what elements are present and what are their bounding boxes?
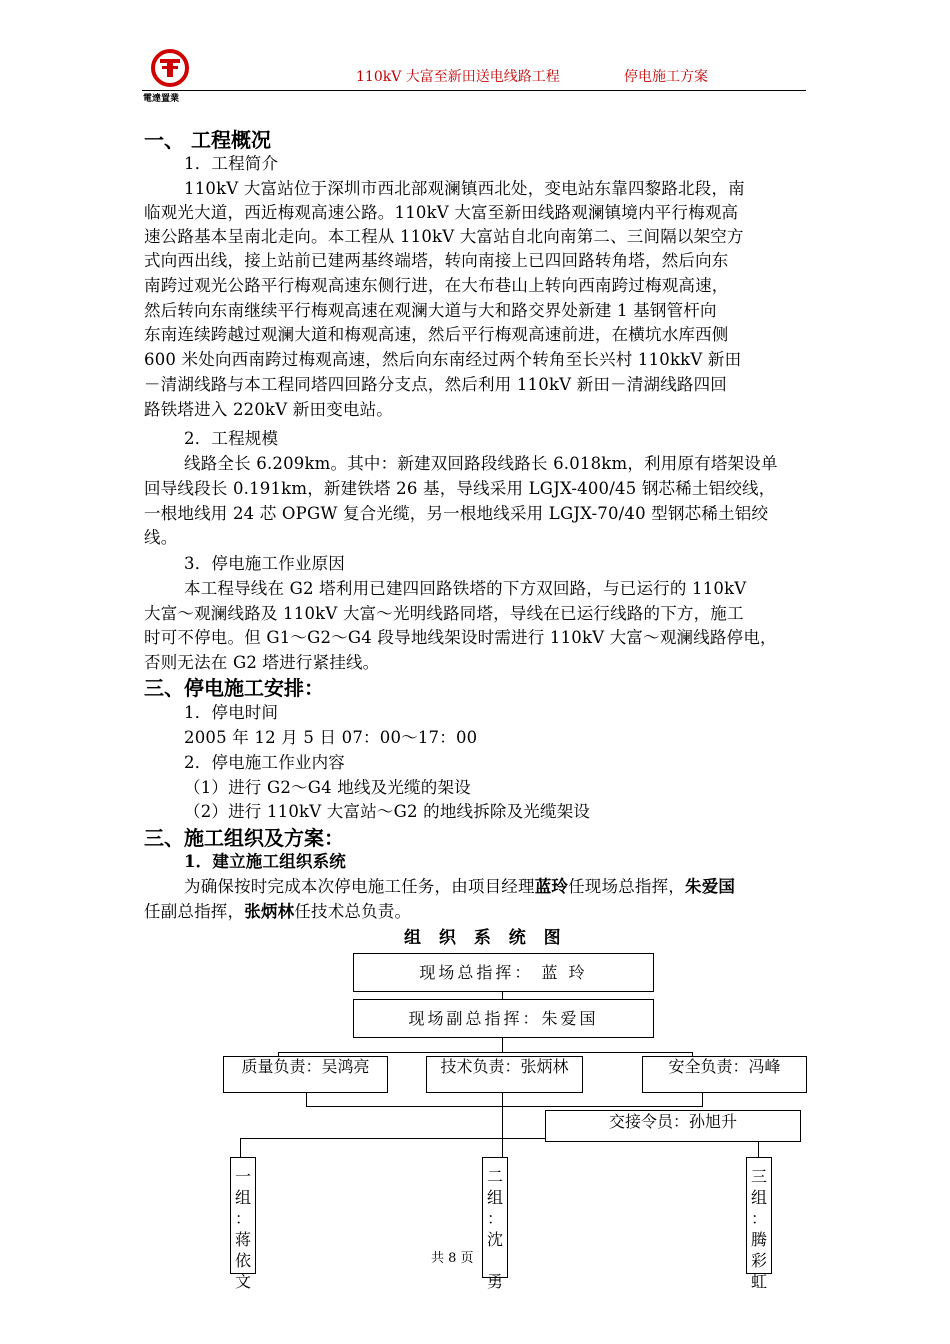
s3-line: 否则无法在 G2 塔进行紧挂线。 bbox=[144, 653, 380, 672]
connector-line bbox=[702, 1093, 703, 1107]
org-group3-box: 三 组 ： 腾 彩 虹 bbox=[746, 1157, 772, 1274]
connector-line bbox=[240, 1138, 241, 1157]
s2-subtitle: 2．工程规模 bbox=[184, 429, 279, 448]
outage-time-value: 2005 年 12 月 5 日 07：00～17：00 bbox=[184, 728, 478, 747]
s2-line: 线路全长 6.209km。其中：新建双回路段线路长 6.018km，利用原有塔架设单 bbox=[184, 454, 778, 473]
connector-line bbox=[502, 1038, 503, 1052]
s1-line: 速公路基本呈南北走向。本工程从 110kV 大富站自北向南第二、三间隔以架空方 bbox=[144, 227, 744, 246]
logo-caption: 電達置業 bbox=[143, 94, 180, 104]
s2-line: 回导线段长 0.191km，新建铁塔 26 基，导线采用 LGJX-400/45 钢芯稀土铝绞线， bbox=[144, 479, 776, 498]
org-chart-title: 组 织 系 统 图 bbox=[404, 928, 567, 948]
s1-line: 路铁塔进入 220kV 新田变电站。 bbox=[144, 400, 393, 419]
s3-subtitle: 3．停电施工作业原因 bbox=[184, 554, 345, 573]
org-handover-box: 交接令员：孙旭升 bbox=[545, 1110, 801, 1142]
org-tech-box: 技术负责：张炳林 bbox=[426, 1056, 583, 1093]
s1-line: －清湖线路与本工程同塔四回路分支点，然后利用 110kV 新田－清湖线路四回 bbox=[144, 375, 727, 394]
org-quality-box: 质量负责：吴鸿亮 bbox=[223, 1056, 388, 1093]
org-chief-box: 现场总指挥： 蓝 玲 bbox=[353, 953, 654, 992]
s1-subtitle: 1．工程简介 bbox=[184, 154, 279, 173]
org-group1-box: 一 组 ： 蒋 依 文 bbox=[230, 1157, 256, 1274]
header-doc-type: 停电施工方案 bbox=[624, 69, 708, 85]
connector-line bbox=[278, 1052, 692, 1053]
outage-content-item: （1）进行 G2～G4 地线及光缆的架设 bbox=[184, 778, 471, 797]
section-1-title: 一、 工程概况 bbox=[144, 128, 271, 152]
connector-line bbox=[502, 1093, 503, 1157]
page-count: 共 8 页 bbox=[431, 1251, 474, 1266]
s1-line: 临观光大道，西近梅观高速公路。110kV 大富至新田线路观澜镇境内平行梅观高 bbox=[144, 203, 739, 222]
header-project: 110kV 大富至新田送电线路工程 bbox=[356, 69, 560, 85]
org-safety-box: 安全负责：冯峰 bbox=[642, 1056, 807, 1093]
header-rule bbox=[142, 90, 806, 91]
org-deputy-box: 现场副总指挥：朱爱国 bbox=[353, 999, 654, 1038]
connector-line bbox=[306, 1093, 307, 1107]
org-group2-box: 二 组 ： 沈 勇 bbox=[482, 1157, 508, 1278]
s1-line: 然后转向东南继续平行梅观高速在观澜大道与大和路交界处新建 1 基钢管杆向 bbox=[144, 301, 717, 320]
s1-line: 东南连续跨越过观澜大道和梅观高速，然后平行梅观高速前进，在横坑水库西侧 bbox=[144, 325, 729, 344]
s3-line: 本工程导线在 G2 塔利用已建四回路铁塔的下方双回路，与已运行的 110kV bbox=[184, 579, 747, 598]
s2-line: 一根地线用 24 芯 OPGW 复合光缆，另一根地线采用 LGJX-70/40 型钢芯稀土铝绞 bbox=[144, 504, 769, 523]
org-system-title: 1．建立施工组织系统 bbox=[184, 852, 346, 871]
outage-content-item: （2）进行 110kV 大富站～G2 的地线拆除及光缆架设 bbox=[184, 802, 591, 821]
s1-line: 式向西出线，接上站前已建两基终端塔，转向南接上已四回路转角塔，然后向东 bbox=[144, 251, 729, 270]
org-paragraph-line-1: 为确保按时完成本次停电施工任务，由项目经理蓝玲任现场总指挥，朱爱国 bbox=[184, 877, 736, 896]
s1-line: 600 米处向西南跨过梅观高速，然后向东南经过两个转角至长兴村 110kkV 新田 bbox=[144, 350, 742, 369]
s1-line: 110kV 大富站位于深圳市西北部观澜镇西北处，变电站东靠四黎路北段，南 bbox=[184, 179, 745, 198]
outage-content-title: 2．停电施工作业内容 bbox=[184, 753, 345, 772]
org-paragraph-line-2: 任副总指挥，张炳林任技术总负责。 bbox=[144, 902, 412, 921]
s3-line: 大富～观澜线路及 110kV 大富～光明线路同塔，导线在已运行线路的下方，施工 bbox=[144, 604, 744, 623]
section-2-title: 三、停电施工安排： bbox=[144, 676, 324, 700]
connector-line bbox=[306, 1106, 702, 1107]
outage-time-title: 1．停电时间 bbox=[184, 703, 279, 722]
s2-line: 线。 bbox=[144, 528, 178, 547]
section-3-title: 三、施工组织及方案： bbox=[144, 826, 344, 850]
s1-line: 南跨过观光公路平行梅观高速东侧行进，在大布巷山上转向西南跨过梅观高速， bbox=[144, 276, 729, 295]
s3-line: 时可不停电。但 G1～G2～G4 段导地线架设时需进行 110kV 大富～观澜线路停电， bbox=[144, 628, 777, 647]
